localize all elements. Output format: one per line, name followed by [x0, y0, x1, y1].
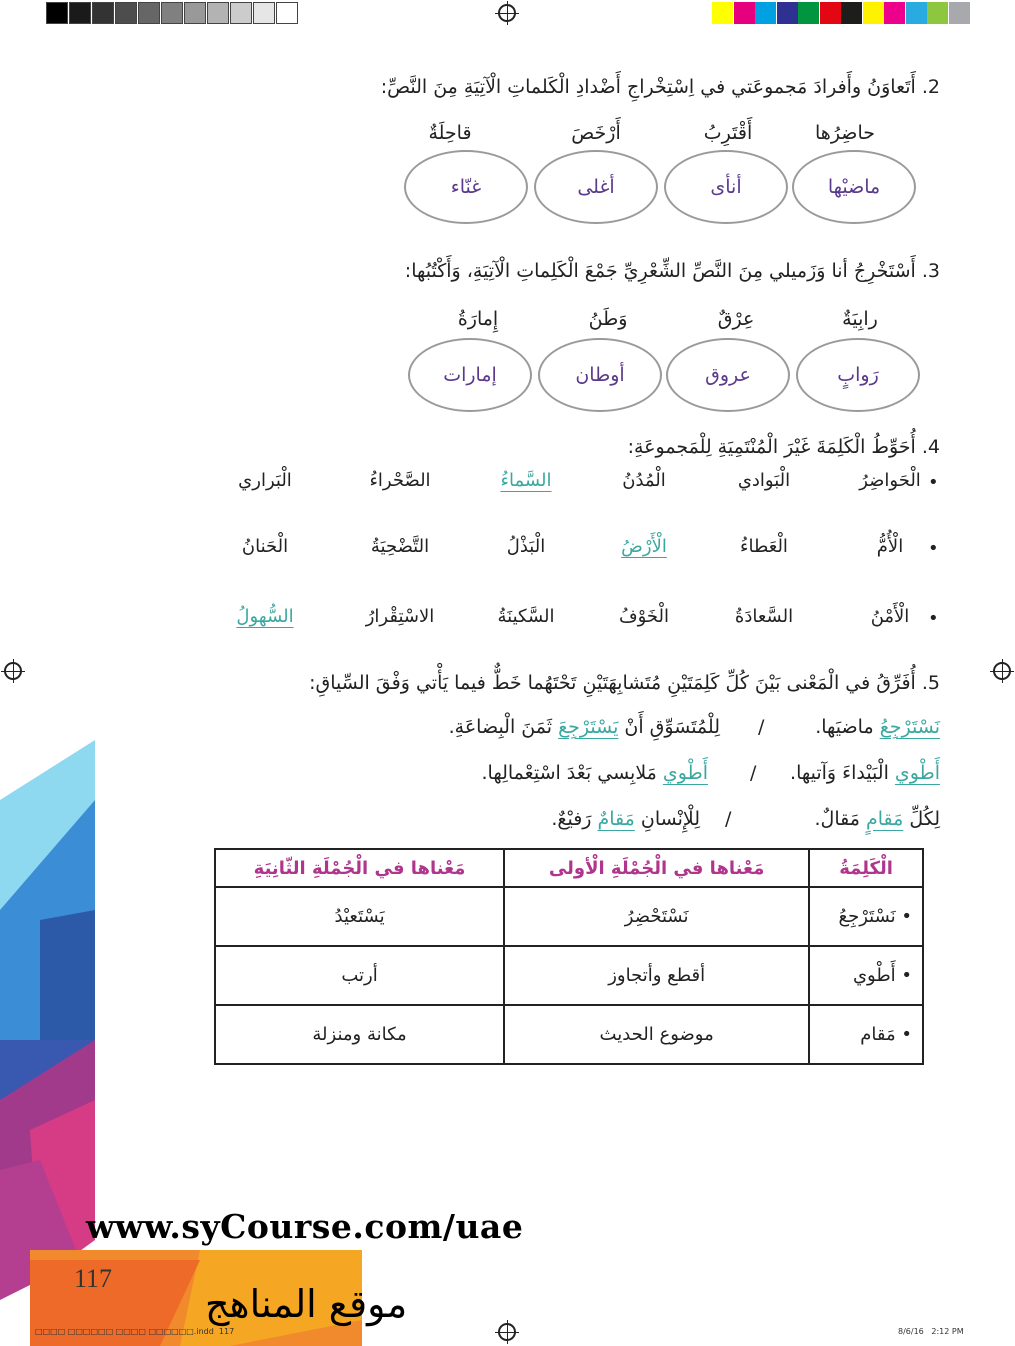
color-swatch	[927, 2, 948, 24]
gray-swatch	[276, 2, 298, 24]
q3-answer-oval: رَوابٍ	[796, 338, 920, 412]
table-cell: أرتب	[215, 946, 504, 1005]
date: 8/6/16	[898, 1327, 924, 1336]
table-cell-word: • أَطْوي	[809, 946, 923, 1005]
q4-option-circled-answer	[466, 470, 586, 491]
q2-answer-oval: أغلى	[534, 150, 658, 224]
table-row	[215, 946, 923, 1005]
table-cell: موضوع الحديث	[504, 1005, 809, 1064]
registration-mark-icon	[993, 662, 1011, 680]
gray-swatch	[184, 2, 206, 24]
sentence-text: مَقالٌ.	[814, 808, 866, 830]
sentence-text: ثَمَنَ الْبِضاعَةِ.	[448, 716, 559, 738]
print-date	[898, 1327, 964, 1336]
q4-option: الْأَمْنُ	[870, 606, 910, 627]
color-swatch	[798, 2, 819, 24]
bullet-icon: •	[928, 472, 939, 493]
question-2-prompt: 2. أَتَعاوَنُ وأَفرادَ مَجموعَتي في اِسْتِخْراجِ أَضْدادِ الْكَلماتِ الْآتِيَةِ مِنَ النَّصِّ:	[380, 76, 940, 98]
color-swatch	[884, 2, 905, 24]
q2-answer-oval: أنأى	[664, 150, 788, 224]
color-swatch	[734, 2, 755, 24]
question-3-prompt: 3. أَسْتَخْرِجُ أنا وَزَميلي مِنَ النَّصِّ الشِّعْرِيِّ جَمْعَ الْكَلِماتِ الْآتِيَةِ، وَأَكْتُبُها:	[404, 260, 940, 282]
page-number: 117	[74, 1264, 113, 1293]
color-swatch	[906, 2, 927, 24]
q2-word: قاحِلَةٌ	[428, 122, 472, 144]
table-header: مَعْناها في الْجُمْلَةِ الْأولى	[504, 849, 809, 887]
table-cell-word: • مَقام	[809, 1005, 923, 1064]
table-cell-word: • نَسْتَرْجِعُ	[809, 887, 923, 946]
q4-option: الْأُمُّ	[876, 536, 904, 557]
q5-sentence-1a	[815, 716, 940, 738]
sentence-text: الْبَيْداءَ وَآتيها.	[790, 762, 895, 784]
bullet-icon: •	[928, 538, 939, 559]
answer-text: السُّهولُ	[236, 606, 294, 627]
sentence-text: لِلْإِنْسانِ	[634, 808, 700, 830]
sentence-text: مَلابِسي بَعْدَ اسْتِعْمالِها.	[481, 762, 663, 784]
registration-mark-icon	[498, 4, 516, 22]
registration-mark-icon	[4, 662, 22, 680]
q5-separator: /	[750, 762, 757, 784]
q4-option: التَّضْحِيَةُ	[370, 536, 430, 557]
q5-sentence-3b	[551, 808, 700, 830]
q3-answer-oval: أوطان	[538, 338, 662, 412]
table-cell: أقطع وأتجاوز	[504, 946, 809, 1005]
q4-option: السَّعادَةُ	[734, 606, 794, 627]
gray-swatch	[207, 2, 229, 24]
answer-text: السَّماءُ	[500, 470, 552, 491]
q4-option: الصَّحْراءُ	[369, 470, 431, 491]
q2-word: أَرْخَصَ	[571, 122, 621, 144]
q3-answer-oval: إمارات	[408, 338, 532, 412]
site-name-arabic: موقع المناهج	[205, 1282, 408, 1326]
q3-answer-oval: عروق	[666, 338, 790, 412]
table-header-row	[215, 849, 923, 887]
color-swatch	[820, 2, 841, 24]
color-swatch	[755, 2, 776, 24]
gray-swatch	[138, 2, 160, 24]
q3-word: رابِيَةٌ	[842, 308, 878, 330]
q4-option: الْمُدُنُ	[622, 470, 666, 491]
gray-swatch	[253, 2, 275, 24]
q2-word: حاضِرُها	[815, 122, 875, 144]
q3-word: عِرْقٌ	[717, 308, 755, 330]
q4-option-circled-answer	[205, 606, 325, 627]
website-watermark: www.syCourse.com/uae	[86, 1207, 524, 1246]
underlined-word: يَسْتَرْجِعَ	[558, 716, 619, 738]
table-row	[215, 1005, 923, 1064]
q4-option: الْبَذْلُ	[506, 536, 546, 557]
q5-sentence-2b	[482, 762, 708, 784]
color-swatch	[863, 2, 884, 24]
file-info	[35, 1327, 234, 1336]
sentence-text: ماضيَها.	[815, 716, 880, 738]
sentence-text: لِلْمُتَسَوِّقِ أَنْ	[618, 716, 720, 738]
bullet-icon: •	[928, 608, 939, 629]
file-page: 117	[218, 1327, 235, 1336]
q5-separator: /	[725, 808, 732, 830]
registration-mark-icon	[498, 1323, 516, 1341]
q2-answer-oval: غنّاء	[404, 150, 528, 224]
underlined-word: نَسْتَرْجِعُ	[879, 716, 940, 738]
color-swatch	[777, 2, 798, 24]
underlined-word: أَطْوي	[894, 762, 940, 784]
q4-option: الْبَوادي	[737, 470, 791, 491]
gray-swatch	[69, 2, 91, 24]
sentence-text: رَفيْعٌ.	[551, 808, 598, 830]
question-4-prompt: 4. أُحَوِّطُ الْكَلِمَةَ غَيْرَ الْمُنْتَمِيَةِ لِلْمَجموعَةِ:	[627, 436, 940, 458]
q2-answer-oval: ماضيْها	[792, 150, 916, 224]
color-swatch	[712, 2, 733, 24]
underlined-word: أَطْوي	[662, 762, 708, 784]
gray-swatch	[230, 2, 252, 24]
table-header: مَعْناها في الْجُمْلَةِ الثّانِيَةِ	[215, 849, 504, 887]
q4-option: الْبَراري	[238, 470, 292, 491]
q4-option: الْحَنانُ	[241, 536, 289, 557]
color-swatch	[949, 2, 970, 24]
underlined-word: مَقامٌ	[597, 808, 635, 830]
gray-swatch	[161, 2, 183, 24]
underlined-word: مَقامٍ	[865, 808, 904, 830]
file-name: □□□□ □□□□□□ □□□□ □□□□□□.indd	[35, 1327, 214, 1336]
question-5-prompt: 5. أُفَرِّقُ في الْمَعْنى بَيْنَ كُلِّ كَلِمَتَيْنِ مُتَشابِهَتَيْنِ تَحْتَهُما خَطٌّ فيما يَأْتي وَفْقَ السِّياقِ:	[309, 672, 940, 694]
sentence-text: لِكُلِّ	[903, 808, 940, 830]
table-header: الْكَلِمَةُ	[809, 849, 923, 887]
gray-swatch	[46, 2, 68, 24]
q5-sentence-3a	[814, 808, 940, 830]
q4-option: الْحَواضِرُ	[859, 470, 921, 491]
q3-word: وَطَنُ	[588, 308, 628, 330]
q4-option-circled-answer	[584, 536, 704, 557]
q4-option: الْخَوْفُ	[618, 606, 670, 627]
q4-option: السَّكينَةُ	[497, 606, 555, 627]
color-swatch	[841, 2, 862, 24]
table-cell: مكانة ومنزلة	[215, 1005, 504, 1064]
q4-option: الْعَطاءُ	[740, 536, 788, 557]
q5-separator: /	[758, 716, 765, 738]
answer-text: الْأَرْضُ	[621, 536, 667, 557]
table-row	[215, 887, 923, 946]
q5-sentence-2a	[790, 762, 940, 784]
gray-swatch	[115, 2, 137, 24]
q3-word: إِمارَةُ	[457, 308, 499, 330]
gray-swatch	[92, 2, 114, 24]
q4-option: الاسْتِقْرارُ	[365, 606, 435, 627]
time: 2:12 PM	[931, 1327, 964, 1336]
q2-word: أَقْتَرِبُ	[703, 122, 753, 144]
table-cell: يَسْتَعيْدُ	[215, 887, 504, 946]
meanings-table	[214, 848, 924, 1065]
q5-sentence-1b	[449, 716, 720, 738]
table-cell: نَسْتَحْضِرُ	[504, 887, 809, 946]
